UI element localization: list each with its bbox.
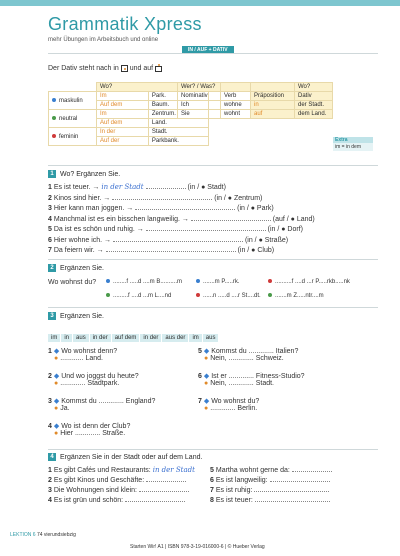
answer-blank[interactable] — [255, 496, 330, 502]
article-table-head: Wo? — [97, 83, 209, 92]
exercise-item: 7 Es ist ruhig: — [210, 486, 370, 496]
page-title: Grammatik Xpress — [48, 14, 202, 34]
fill-letters-item[interactable]: ......n .....d ....r St....dt. — [196, 293, 261, 299]
table-cell: wohnt — [221, 110, 251, 119]
noun-cell: Zentrum. — [148, 110, 208, 119]
exercise-item: 6 Es ist langweilig: — [210, 476, 370, 486]
on-box-icon — [155, 66, 162, 72]
extra-note-head: Extra — [333, 137, 373, 143]
fill-letters-item[interactable]: .......m Z.....ntr....m — [268, 293, 324, 299]
fill-letters-item[interactable]: ........f .....d ....m B..........m — [106, 279, 182, 285]
exercise-title: Ergänzen Sie. — [60, 312, 104, 320]
exercise-item: 2 Kinos sind hier. → (in / ● Zentrum) — [48, 194, 263, 202]
word-chip[interactable]: aus der — [162, 334, 188, 342]
answer-blank[interactable] — [139, 486, 189, 492]
intro-text: Der Dativ steht nach in — [48, 64, 119, 72]
fill-letters-item[interactable]: ..........f ....d ...r P.....rkb.....nk — [268, 279, 350, 285]
page-number: 74 vierundsiebzig — [36, 532, 76, 538]
dialogue: 6 ◆ Ist er ............. Fitness-Studio? ● Nein, ............. Stadt. — [198, 373, 305, 387]
exercise-1-header — [48, 170, 120, 178]
word-chip[interactable]: im — [189, 334, 201, 342]
table-cell: der Stadt. — [295, 101, 333, 110]
article-cell: Auf der — [97, 137, 149, 146]
answer-blank[interactable] — [113, 236, 243, 242]
dialogue: 3 ◆ Kommst du ............. England? ● Ja. — [48, 398, 156, 412]
dialogue: 5 ◆ Kommst du ............. Italien? ● Nein, ............. Schweiz. — [198, 348, 299, 362]
word-chip[interactable]: in — [61, 334, 72, 342]
noun-cell: Park. — [148, 92, 208, 101]
dialogue-column-left — [48, 347, 198, 447]
exercise-4-header — [48, 453, 202, 461]
exercise-number: 3 — [48, 312, 56, 320]
exercise-3-header — [48, 312, 104, 320]
table-cell: dem Land. — [295, 110, 333, 119]
exercise-item: 4 Es ist grün und schön: — [48, 496, 198, 506]
exercise-item: 5 Da ist es schön und ruhig. → (in / ● Dorf) — [48, 226, 303, 233]
article-cell: Auf dem — [97, 119, 149, 128]
noun-cell: Baum. — [148, 101, 208, 110]
sentence-table — [177, 82, 333, 119]
extra-note — [333, 137, 373, 157]
col-label: Nominativ — [178, 92, 221, 101]
answer-blank[interactable] — [270, 476, 330, 482]
noun-cell: Stadt. — [148, 128, 208, 137]
article-cell: Im — [97, 110, 149, 119]
extra-note-body: im = in dem — [333, 143, 373, 151]
exercise-item: 4 Manchmal ist es ein bisschen langweilig. → (auf / ● Land) — [48, 215, 315, 223]
answer-blank[interactable] — [254, 486, 329, 492]
exercise-number: 4 — [48, 453, 56, 461]
answer-blank[interactable] — [146, 183, 186, 189]
word-chip[interactable]: aus — [203, 334, 219, 342]
dialogue: 4 ◆ Wo ist denn der Club? ● Hier ............. Straße. — [48, 423, 131, 437]
lesson-label: LEKTION 6 — [10, 532, 36, 538]
example-answer: in der Stadt — [101, 183, 144, 191]
gender-maskulin: maskulin — [49, 92, 97, 110]
exercise-item: 2 Es gibt Kinos und Geschäfte: — [48, 476, 198, 486]
exercise-2-prompt: Wo wohnst du? — [48, 279, 97, 286]
divider — [48, 53, 378, 54]
topic-tag: IN / AUF + DATIV — [182, 46, 234, 54]
divider — [48, 259, 378, 260]
article-cell: Auf dem — [97, 101, 149, 110]
exercise-1-list — [48, 183, 378, 257]
exercise-item: 3 Die Wohnungen sind klein: — [48, 486, 198, 496]
exercise-item: 8 Es ist teuer: — [210, 496, 370, 506]
word-chip[interactable]: in der — [140, 334, 161, 342]
example-answer: in der Stadt — [152, 466, 195, 474]
top-accent-bar — [0, 0, 400, 6]
page-subtitle: mehr Übungen im Arbeitsbuch und online — [48, 37, 159, 43]
noun-cell: Parkbank. — [148, 137, 208, 146]
word-chip[interactable]: aus — [73, 334, 89, 342]
table-cell: in — [251, 101, 295, 110]
answer-blank[interactable] — [191, 215, 271, 221]
word-chip[interactable]: auf dem — [112, 334, 140, 342]
sentence-table-head: Wo? — [295, 83, 333, 92]
answer-blank[interactable] — [146, 225, 266, 231]
answer-blank[interactable] — [146, 476, 186, 482]
answer-blank[interactable] — [106, 246, 236, 252]
exercise-item: 1 Es ist teuer. → in der Stadt (in / ● Stadt) — [48, 183, 226, 191]
divider — [48, 165, 378, 166]
noun-cell: Land. — [148, 119, 208, 128]
word-chip[interactable]: in der — [90, 334, 111, 342]
dialogue: 1 ◆ Wo wohnst denn? ● ............ Land. — [48, 348, 118, 362]
exercise-4-right — [210, 466, 370, 506]
intro-line — [48, 64, 162, 72]
table-cell: auf — [251, 110, 295, 119]
isbn-line: Starten Wir! A1 | ISBN 978-3-19-016000-6 | © Hueber Verlag — [130, 544, 265, 550]
page-footer — [10, 532, 76, 538]
exercise-title: Ergänzen Sie. — [60, 264, 104, 272]
exercise-item: 7 Da feiern wir. → (in / ● Club) — [48, 247, 275, 254]
table-cell: Ich — [178, 101, 221, 110]
dialogue: 7 ◆ Wo wohnst du? ● ............. Berlin. — [198, 398, 260, 412]
exercise-item: 3 Hier kann man joggen. → (in / ● Park) — [48, 205, 274, 212]
exercise-4-left — [48, 466, 198, 506]
divider — [48, 449, 378, 450]
gender-feminin: feminin — [49, 128, 97, 146]
table-cell: wohne — [221, 101, 251, 110]
exercise-item: 1 Es gibt Cafés und Restaurants: in der Stadt — [48, 466, 195, 474]
exercise-title: Wo? Ergänzen Sie. — [60, 170, 121, 178]
col-label: Dativ — [295, 92, 333, 101]
answer-blank[interactable] — [112, 194, 212, 200]
exercise-title: Ergänzen Sie in der Stadt oder auf dem Land. — [60, 453, 203, 461]
dialogue: 2 ◆ Und wo joggst du heute? ● ............. Stadtpark. — [48, 373, 139, 387]
article-cell: In der — [97, 128, 149, 137]
exercise-2-header — [48, 264, 104, 272]
col-label: Präposition — [251, 92, 295, 101]
in-box-icon — [121, 65, 128, 72]
answer-blank[interactable] — [125, 496, 185, 502]
col-label: Verb — [221, 92, 251, 101]
answer-blank[interactable] — [135, 204, 235, 210]
divider — [48, 307, 378, 308]
exercise-item: 5 Martha wohnt gerne da: — [210, 466, 370, 476]
intro-text-mid: und auf — [129, 64, 154, 72]
exercise-number: 1 — [48, 170, 56, 178]
table-cell: Sie — [178, 110, 221, 119]
fill-letters-item[interactable]: .........f ....d ...m L....nd — [106, 293, 171, 299]
answer-blank[interactable] — [292, 466, 332, 472]
sentence-table-head: Wer? / Was? — [178, 83, 221, 92]
gender-neutral: neutral — [49, 110, 97, 128]
word-bank — [48, 326, 219, 344]
dialogue-column-right — [198, 347, 368, 422]
exercise-number: 2 — [48, 264, 56, 272]
exercise-item: 6 Hier wohne ich. → (in / ● Straße) — [48, 236, 289, 244]
word-chip[interactable]: im — [48, 334, 60, 342]
article-cell: Im — [97, 92, 149, 101]
fill-letters-item[interactable]: .......m P.....rk. — [196, 279, 240, 285]
